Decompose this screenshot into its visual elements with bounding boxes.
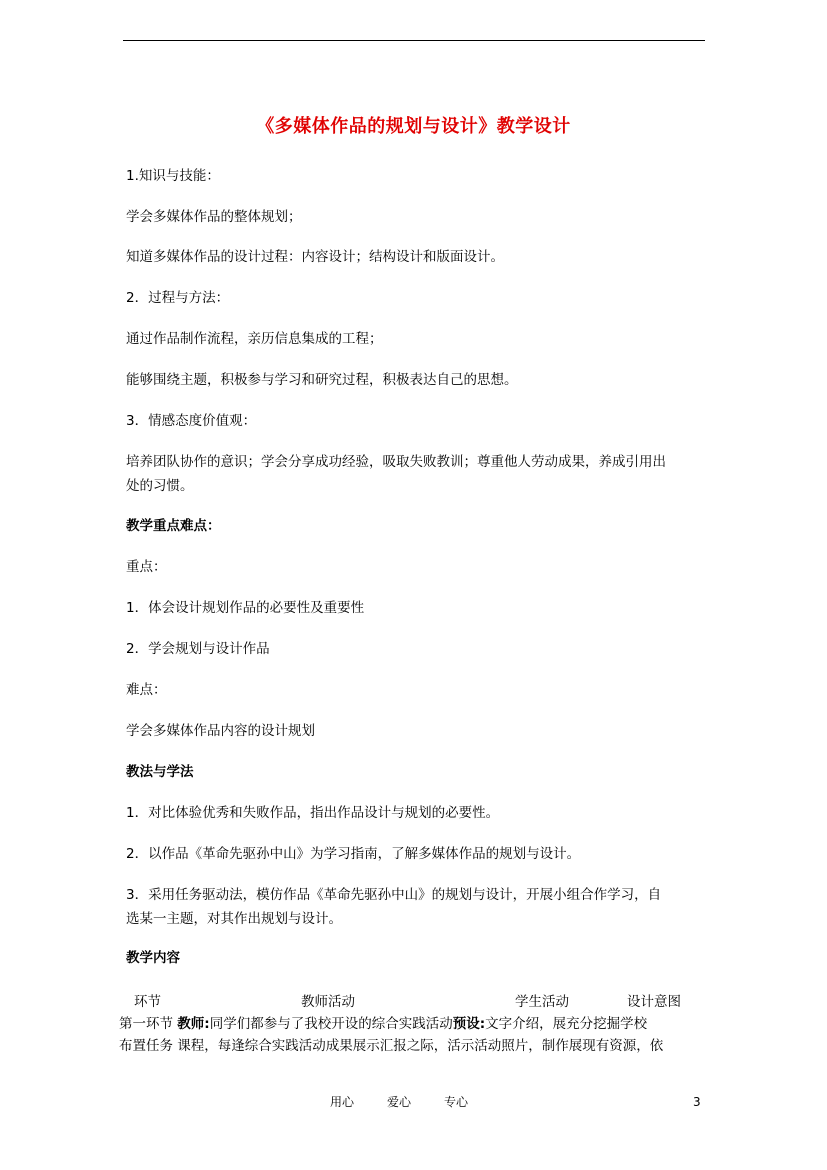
methods-heading: 教法与学法 xyxy=(126,764,194,780)
difficulty-label: 难点： xyxy=(126,682,167,698)
footer-word-2: 爱心 xyxy=(387,1095,412,1109)
key-points-heading: 教学重点难点： xyxy=(126,518,221,534)
document-title: 《多媒体作品的规划与设计》教学设计 xyxy=(256,116,571,137)
header-rule xyxy=(123,40,705,41)
knowledge-heading: 1.知识与技能： xyxy=(126,168,220,184)
key-label: 重点： xyxy=(126,559,167,575)
row1-student-label: 预设: xyxy=(452,1016,486,1032)
knowledge-item-1: 学会多媒体作品的整体规划； xyxy=(126,209,302,225)
method-item-3-line-2: 选某一主题，对其作出规划与设计。 xyxy=(126,911,342,927)
footer-word-3: 专心 xyxy=(444,1095,469,1109)
footer-word-1: 用心 xyxy=(330,1095,355,1109)
row1-student-text: 文字介绍，展充分挖掘学校 xyxy=(485,1016,648,1032)
difficulty-item-1: 学会多媒体作品内容的设计规划 xyxy=(126,723,315,739)
emotion-heading: 3．情感态度价值观： xyxy=(126,413,257,429)
process-item-2: 能够围绕主题，积极参与学习和研究过程，积极表达自己的思想。 xyxy=(126,372,518,388)
key-item-1: 1．体会设计规划作品的必要性及重要性 xyxy=(126,600,365,616)
table-header-teacher: 教师活动 xyxy=(301,994,355,1010)
row1-teacher-label: 教师: xyxy=(177,1016,210,1032)
method-item-3-line-1: 3．采用任务驱动法，模仿作品《革命先驱孙中山》的规划与设计，开展小组合作学习，自 xyxy=(126,887,662,903)
knowledge-item-2: 知道多媒体作品的设计过程：内容设计；结构设计和版面设计。 xyxy=(126,249,504,265)
table-row-2: 布置任务 课程，每逢综合实践活动成果展示汇报之际，活示活动照片，制作展现有资源，依 xyxy=(119,1038,664,1054)
method-item-1: 1．对比体验优秀和失败作品，指出作品设计与规划的必要性。 xyxy=(126,805,500,821)
page-number: 3 xyxy=(693,1095,701,1109)
table-header-student: 学生活动 xyxy=(515,994,569,1010)
table-header-intent: 设计意图 xyxy=(627,994,681,1010)
emotion-item-1-line-1: 培养团队协作的意识；学会分享成功经验，吸取失败教训；尊重他人劳动成果，养成引用出 xyxy=(126,454,666,470)
table-row-1 xyxy=(119,1012,647,1032)
row1-teacher-text: 同学们都参与了我校开设的综合实践活动 xyxy=(209,1016,453,1032)
content-heading: 教学内容 xyxy=(126,950,180,966)
method-item-2: 2．以作品《革命先驱孙中山》为学习指南，了解多媒体作品的规划与设计。 xyxy=(126,846,581,862)
process-heading: 2．过程与方法： xyxy=(126,290,230,306)
emotion-item-1-line-2: 处的习惯。 xyxy=(126,478,194,494)
process-item-1: 通过作品制作流程，亲历信息集成的工程； xyxy=(126,331,383,347)
row1-stage: 第一环节 xyxy=(119,1016,173,1032)
key-item-2: 2．学会规划与设计作品 xyxy=(126,641,270,657)
table-header-stage: 环节 xyxy=(134,994,161,1010)
